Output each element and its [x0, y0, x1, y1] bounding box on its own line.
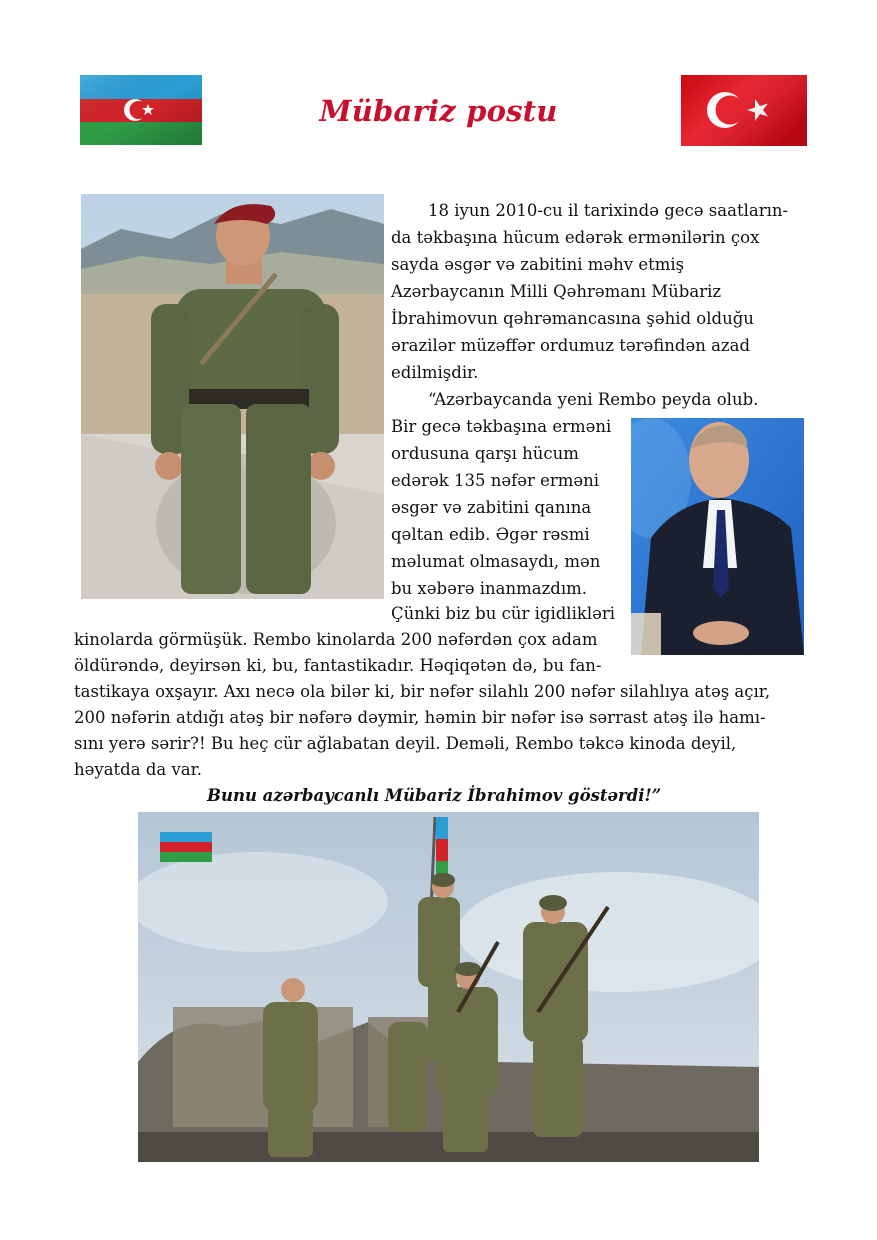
paragraph-line: həyatda da var.: [74, 760, 202, 779]
page-title: Mübariz postu: [319, 94, 558, 128]
paragraph-line: qəltan edib. Əgər rəsmi: [391, 525, 590, 544]
paragraph-line: məlumat olmasaydı, mən: [391, 552, 601, 571]
paragraph-line: İbrahimovun qəhrəmancasına şəhid olduğu: [391, 309, 754, 328]
man-in-suit-image: [631, 418, 804, 655]
paragraph-line: tastikaya oxşayır. Axı necə ola bilər ki, bir nəfər silahlı 200 nəfər silahlıya atəş açır,: [74, 682, 771, 701]
turkey-flag-icon: [681, 75, 807, 146]
paragraph-line: Çünki biz bu cür igidlikləri: [391, 604, 616, 623]
paragraph-line: 200 nəfərin atdığı atəş bir nəfərə dəymir, həmin bir nəfər isə sərrast atəş ilə hamı-: [74, 708, 766, 727]
paragraph-line: sını yerə sərir?! Bu heç cür ağlabatan deyil. Deməli, Rembo təkcə kinoda deyil,: [74, 734, 737, 753]
paragraph-line: öldürəndə, deyirsən ki, bu, fantastikadır. Həqiqətən də, bu fan-: [74, 656, 602, 675]
closing-quote: Bunu azərbaycanlı Mübariz İbrahimov göstərdi!”: [207, 786, 662, 805]
paragraph-line: əsgər və zabitini qanına: [391, 498, 592, 517]
paragraph-line: ordusuna qarşı hücum: [391, 444, 579, 463]
soldiers-raising-flag-image: [138, 812, 759, 1162]
soldier-portrait-image: [81, 194, 384, 599]
paragraph-line: “Azərbaycanda yeni Rembo peyda olub.: [428, 390, 759, 409]
paragraph-line: edərək 135 nəfər erməni: [391, 471, 600, 490]
paragraph-line: edilmişdir.: [391, 363, 479, 382]
paragraph-line: Azərbaycanın Milli Qəhrəmanı Mübariz: [391, 282, 722, 301]
paragraph-line: Bir gecə təkbaşına erməni: [391, 417, 612, 436]
paragraph-line: bu xəbərə inanmazdım.: [391, 579, 588, 598]
paragraph-line: kinolarda görmüşük. Rembo kinolarda 200 nəfərdən çox adam: [74, 630, 598, 649]
paragraph-line: sayda əsgər və zabitini məhv etmiş: [391, 255, 685, 274]
paragraph-line: ərazilər müzəffər ordumuz tərəfindən azad: [391, 336, 751, 355]
paragraph-line: 18 iyun 2010-cu il tarixində gecə saatların-: [428, 201, 789, 220]
paragraph-line: da təkbaşına hücum edərək ermənilərin çox: [391, 228, 760, 247]
